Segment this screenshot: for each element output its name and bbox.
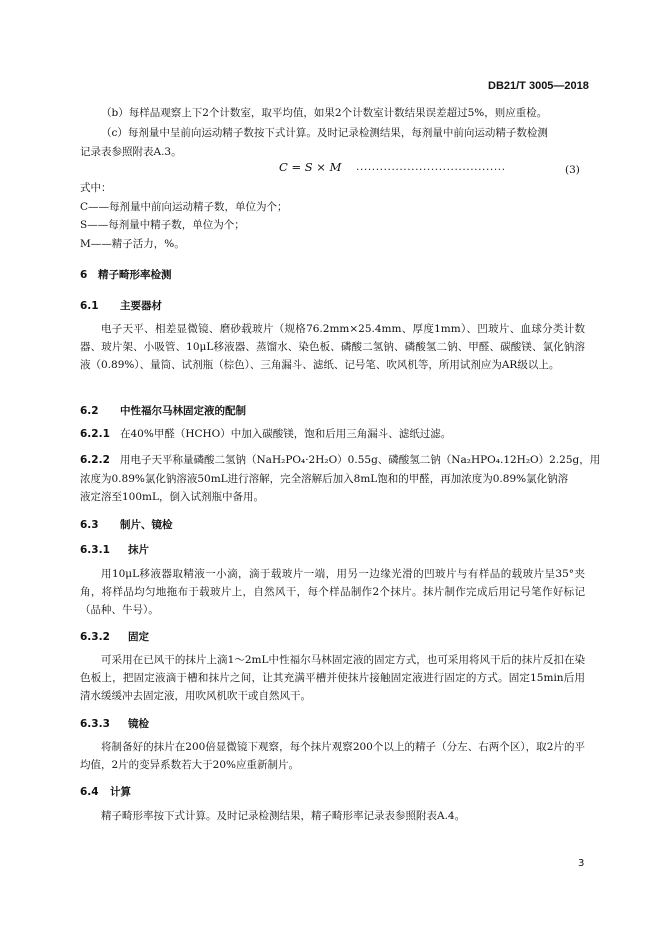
- section-title: 精子畸形率检测: [98, 269, 172, 281]
- section-number: 6.3: [80, 519, 99, 531]
- section-6-3-3-heading: [80, 716, 149, 731]
- section-number: 6.2: [80, 405, 99, 417]
- section-6-2-2-line3: 液定溶至100mL，倒入试剂瓶中备用。: [80, 491, 264, 503]
- document-code: DB21/T 3005—2018: [488, 80, 589, 92]
- section-6-4-heading: [80, 784, 131, 799]
- clause-number: 6.2.1: [80, 428, 110, 440]
- section-6-2-2-line2: 浓度为0.89%氯化钠溶液50mL进行溶解，完全溶解后加入8mL饱和的甲醛，再加浓度为0.89%氯化钠溶: [80, 473, 569, 485]
- clause-number: 6.2.2: [80, 454, 110, 466]
- section-6-3-2-text: 可采用在已风干的抹片上滴1～2mL中性福尔马林固定液的固定方式，也可采用将风干后的抹片反扣在染色板上，把固定液滴于槽和抹片之间，让其充满平槽并使抹片接触固定液进行固定的方式。固定15min后用清水缓缓冲去固定液，用吹风机吹干或自然风干。: [80, 654, 585, 702]
- section-title: 中性福尔马林固定液的配制: [120, 405, 246, 417]
- section-6-2-1: [80, 425, 451, 443]
- section-6-1-text: 电子天平、相差显微镜、磨砂载玻片（规格76.2mm×25.4mm、厚度1mm）、凹玻片、血球分类计数器、玻片架、小吸管、10μL移液器、蒸馏水、染色板、磷酸二氢钠、磷酸氢二钠、甲醛、碳酸镁、氯化钠溶液（0.89%）、量筒、试剂瓶（棕色）、三角漏斗、滤纸、记号笔、吹风机等，所用试剂应为AR级以上。: [80, 323, 585, 371]
- section-6-3-3-text: 将制备好的抹片在200倍显微镜下观察，每个抹片观察200个以上的精子（分左、右两个区），取2片的平均值，2片的变异系数若大于20%应重新制片。: [80, 741, 585, 771]
- paragraph-c-line2: 记录表参照附表A.3。: [80, 146, 182, 158]
- paragraph-b: （b）每样品观察上下2个计数室，取平均值，如果2个计数室计数结果误差超过5%，则应重检。: [101, 107, 548, 119]
- section-title: 抹片: [128, 544, 149, 556]
- formula-number: (3): [565, 164, 580, 176]
- section-number: 6.1: [80, 300, 99, 312]
- page-number: 3: [578, 858, 585, 869]
- section-6-4-text: 精子畸形率按下式计算。及时记录检测结果，精子畸形率记录表参照附表A.4。: [101, 810, 466, 822]
- section-6-3-1-heading: [80, 542, 149, 557]
- clause-text: 在40%甲醛（HCHO）中加入碳酸镁，饱和后用三角漏斗、滤纸过滤。: [120, 428, 452, 440]
- section-number: 6.3.3: [80, 718, 110, 730]
- section-number: 6.4: [80, 786, 99, 798]
- section-6-2-heading: [80, 403, 246, 418]
- section-6-2-2-line1: [80, 451, 600, 469]
- definition-c: C——每剂量中前向运动精子数，单位为个；: [80, 201, 288, 213]
- definition-m: M——精子活力，%。: [80, 238, 185, 250]
- section-6-3-2-heading: [80, 629, 149, 644]
- section-number: 6.3.1: [80, 544, 110, 556]
- section-6-3-heading: [80, 517, 173, 532]
- section-6-heading: [80, 267, 172, 282]
- section-title: 主要器材: [120, 300, 162, 312]
- section-6-3-1-text: 用10μL移液器取精液一小滴，滴于载玻片一端，用另一边缘光滑的凹玻片与有样品的载玻片呈35°夹角，将样品均匀地拖布于载玻片上，自然风干，每个样品制作2个抹片。抹片制作完成后用记号笔作好标记（品种、牛号）。: [80, 568, 585, 616]
- section-title: 计算: [110, 786, 131, 798]
- section-title: 镜检: [128, 718, 149, 730]
- section-number: 6: [80, 269, 88, 281]
- section-title: 固定: [128, 631, 149, 643]
- where-label: 式中：: [80, 182, 112, 194]
- section-title: 制片、镜检: [120, 519, 173, 531]
- section-number: 6.3.2: [80, 631, 110, 643]
- formula-dot-leader: ......................................: [356, 161, 506, 173]
- definition-s: S——每剂量中精子数，单位为个；: [80, 219, 245, 231]
- section-6-1-heading: [80, 298, 162, 313]
- clause-text: 用电子天平称量磷酸二氢钠（NaH₂PO₄·2H₂O）0.55g、磷酸氢二钠（Na₂HPO₄.12H₂O）2.25g，用: [120, 454, 601, 466]
- formula-expression: C = S × M: [279, 160, 342, 174]
- paragraph-c-line1: （c）每剂量中呈前向运动精子数按下式计算。及时记录检测结果，每剂量中前向运动精子数检测: [101, 127, 548, 139]
